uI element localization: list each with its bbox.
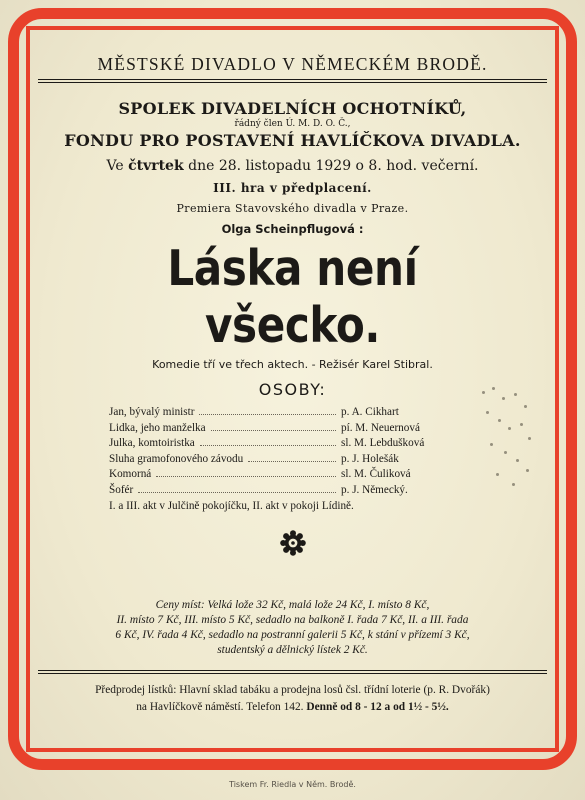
cast-role: Komorná xyxy=(109,468,152,480)
author-name: Olga Scheinpflugová : xyxy=(221,222,364,236)
cast-role: Šofér xyxy=(109,483,134,496)
cast-row xyxy=(109,406,439,422)
flower-ornament-icon xyxy=(38,530,547,556)
dot-leader xyxy=(138,492,336,493)
cast-row xyxy=(109,437,439,453)
cast-role: Sluha gramofonového závodu xyxy=(109,452,244,465)
play-title: Láska není všecko. xyxy=(167,240,418,354)
cast-actor: sl. M. Lebdušková xyxy=(341,437,425,449)
date-rest: dne 28. listopadu 1929 o 8. hod. večerní. xyxy=(188,158,479,174)
premiere-note: Premiera Stavovského divadla v Praze. xyxy=(176,202,409,215)
prices-line: II. místo 7 Kč, III. místo 5 Kč, sedadlo na balkoně I. řada 7 Kč, II. a III. řada xyxy=(116,614,469,626)
presale-rule xyxy=(38,670,547,674)
subscription-note: III. hra v předplacení. xyxy=(213,181,372,195)
society-name: SPOLEK DIVADELNÍCH OCHOTNÍKŮ, xyxy=(118,99,467,118)
cast-actor: p. J. Holešák xyxy=(341,452,399,465)
poster-content xyxy=(38,38,547,744)
cast-actor: pí. M. Neuernová xyxy=(341,421,420,434)
printer-credit: Tiskem Fr. Riedla v Něm. Brodě. xyxy=(229,780,356,789)
prices-line: Ceny míst: Velká lože 32 Kč, malá lože 24 Kč, I. místo 8 Kč, xyxy=(155,599,430,611)
cast-heading: OSOBY: xyxy=(258,380,327,399)
presale-hours: Denně od 8 - 12 a od 1½ - 5½. xyxy=(306,701,449,713)
cast-actor: sl. M. Čuliková xyxy=(341,468,411,480)
cast-list xyxy=(109,406,439,499)
dot-leader xyxy=(200,445,336,446)
header-rule xyxy=(38,79,547,83)
ticket-prices xyxy=(38,598,547,658)
cast-actor: p. A. Cikhart xyxy=(341,406,399,418)
cast-row xyxy=(109,422,439,438)
dot-leader xyxy=(248,461,336,462)
acts-setting: I. a III. akt v Julčině pokojíčku, II. akt v pokoji Lídině. xyxy=(109,500,354,512)
presale-info xyxy=(38,682,547,716)
cast-actor: p. J. Německý. xyxy=(341,483,408,496)
cast-role: Julka, komtoiristka xyxy=(109,437,195,449)
cast-row xyxy=(109,468,439,484)
fund-name: FONDU PRO POSTAVENÍ HAVLÍČKOVA DIVADLA. xyxy=(64,131,521,150)
cast-row xyxy=(109,453,439,469)
presale-line xyxy=(38,699,547,716)
presale-line: Předprodej lístků: Hlavní sklad tabáku a prodejna losů čsl. třídní loterie (p. R. Dvořák) xyxy=(95,684,490,696)
cast-role: Lidka, jeho manželka xyxy=(109,421,206,434)
performance-date xyxy=(38,158,547,174)
dot-leader xyxy=(199,414,336,415)
date-prefix: Ve xyxy=(106,158,124,174)
prices-line: 6 Kč, IV. řada 4 Kč, sedadlo na postranní galerii 5 Kč, k stání v přízemí 3 Kč, xyxy=(115,629,470,641)
theater-name: MĚSTSKÉ DIVADLO V NĚMECKÉM BRODĚ. xyxy=(97,54,488,74)
dot-leader xyxy=(211,430,336,431)
dot-leader xyxy=(156,476,336,477)
cast-row xyxy=(109,484,439,500)
date-weekday: čtvrtek xyxy=(128,158,184,174)
presale-location: na Havlíčkově náměstí. Telefon 142. xyxy=(136,701,304,713)
paper-stains xyxy=(478,385,538,495)
cast-role: Jan, bývalý ministr xyxy=(109,406,195,418)
member-note: řádný člen Ú. M. D. O. Č., xyxy=(234,119,351,129)
genre-and-director: Komedie tří ve třech aktech. - Režisér Karel Stibral. xyxy=(152,358,433,371)
prices-line: studentský a dělnický lístek 2 Kč. xyxy=(217,644,368,656)
